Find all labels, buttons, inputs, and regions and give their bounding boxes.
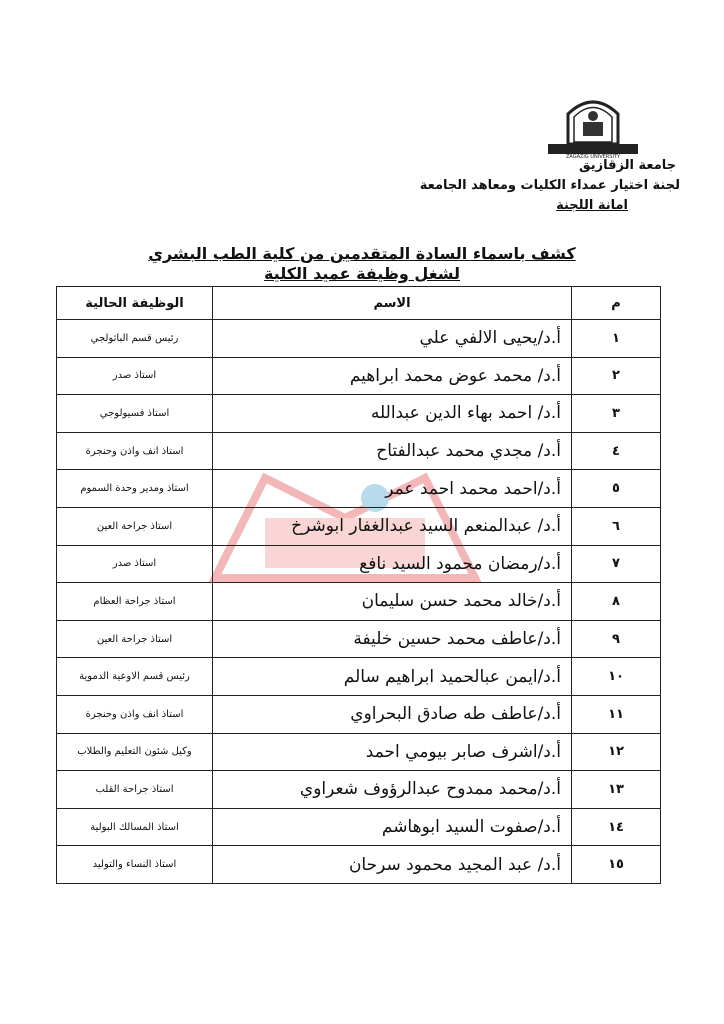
table-row — [57, 695, 661, 733]
table-row — [57, 733, 661, 771]
table-row — [57, 771, 661, 809]
row-number: ٣ — [572, 395, 661, 433]
table-row — [57, 545, 661, 583]
current-position: استاذ جراحة العين — [57, 620, 213, 658]
table-row — [57, 507, 661, 545]
table-row — [57, 470, 661, 508]
current-position: استاذ جراحة العين — [57, 507, 213, 545]
applicant-name: أ.د/ مجدي محمد عبدالفتاح — [213, 432, 572, 470]
current-position: استاذ ومدير وحدة السموم — [57, 470, 213, 508]
current-position: استاذ انف واذن وحنجرة — [57, 695, 213, 733]
row-number: ١٣ — [572, 771, 661, 809]
table-header-row — [57, 287, 661, 320]
applicant-name: أ.د/ايمن عبالحميد ابراهيم سالم — [213, 658, 572, 696]
current-position: استاذ صدر — [57, 357, 213, 395]
row-number: ٢ — [572, 357, 661, 395]
header-name: الاسم — [213, 287, 572, 320]
current-position: رئيس قسم الاوعية الدموية — [57, 658, 213, 696]
row-number: ١٠ — [572, 658, 661, 696]
applicant-name: أ.د/ محمد عوض محمد ابراهيم — [213, 357, 572, 395]
row-number: ١٤ — [572, 808, 661, 846]
row-number: ٩ — [572, 620, 661, 658]
current-position: استاذ النساء والتوليد — [57, 846, 213, 884]
row-number: ٦ — [572, 507, 661, 545]
table-row — [57, 620, 661, 658]
header-num: م — [572, 287, 661, 320]
applicant-name: أ.د/عاطف طه صادق البحراوي — [213, 695, 572, 733]
applicant-name: أ.د/صفوت السيد ابوهاشم — [213, 808, 572, 846]
row-number: ٧ — [572, 545, 661, 583]
applicant-name: أ.د/عاطف محمد حسين خليفة — [213, 620, 572, 658]
table-row — [57, 808, 661, 846]
applicant-name: أ.د/خالد محمد حسن سليمان — [213, 583, 572, 621]
row-number: ١٢ — [572, 733, 661, 771]
current-position: استاذ انف واذن وحنجرة — [57, 432, 213, 470]
table-row — [57, 357, 661, 395]
header-position: الوظيفة الحالية — [57, 287, 213, 320]
row-number: ٨ — [572, 583, 661, 621]
applicant-name: أ.د/ عبد المجيد محمود سرحان — [213, 846, 572, 884]
document-title: كشف باسماء السادة المتقدمين من كلية الطب البشري — [148, 244, 576, 263]
applicant-name: أ.د/ احمد بهاء الدين عبدالله — [213, 395, 572, 433]
committee-name: لجنة اختيار عمداء الكليات ومعاهد الجامعة — [419, 178, 680, 193]
current-position: استاذ المسالك البولية — [57, 808, 213, 846]
table-row — [57, 846, 661, 884]
applicant-name: أ.د/ عبدالمنعم السيد عبدالغفار ابوشرخ — [213, 507, 572, 545]
table-row — [57, 658, 661, 696]
applicant-name: أ.د/رمضان محمود السيد نافع — [213, 545, 572, 583]
current-position: استاذ جراحة القلب — [57, 771, 213, 809]
university-logo — [528, 92, 658, 160]
current-position: وكيل شئون التعليم والطلاب — [57, 733, 213, 771]
current-position: استاذ جراحة العظام — [57, 583, 213, 621]
applicant-name: أ.د/محمد ممدوح عبدالرؤوف شعراوي — [213, 771, 572, 809]
applicant-name: أ.د/احمد محمد احمد عمر — [213, 470, 572, 508]
current-position: رئيس قسم الباثولجي — [57, 320, 213, 358]
row-number: ٤ — [572, 432, 661, 470]
current-position: استاذ فسيولوجي — [57, 395, 213, 433]
table-row — [57, 583, 661, 621]
table-row — [57, 432, 661, 470]
row-number: ١١ — [572, 695, 661, 733]
current-position: استاذ صدر — [57, 545, 213, 583]
document-subtitle: لشغل وظيفة عميد الكلية — [263, 264, 461, 283]
row-number: ٥ — [572, 470, 661, 508]
applicant-name: أ.د/اشرف صابر بيومي احمد — [213, 733, 572, 771]
row-number: ١ — [572, 320, 661, 358]
row-number: ١٥ — [572, 846, 661, 884]
table-row — [57, 320, 661, 358]
applicant-name: أ.د/يحيى الالفي علي — [213, 320, 572, 358]
secretariat-name: امانة اللجنة — [556, 198, 628, 213]
table-row — [57, 395, 661, 433]
applicants-table — [56, 286, 661, 884]
svg-text:ZAGAZIG UNIVERSITY: ZAGAZIG UNIVERSITY — [565, 154, 621, 160]
university-name: جامعة الزقازيق — [579, 158, 676, 173]
